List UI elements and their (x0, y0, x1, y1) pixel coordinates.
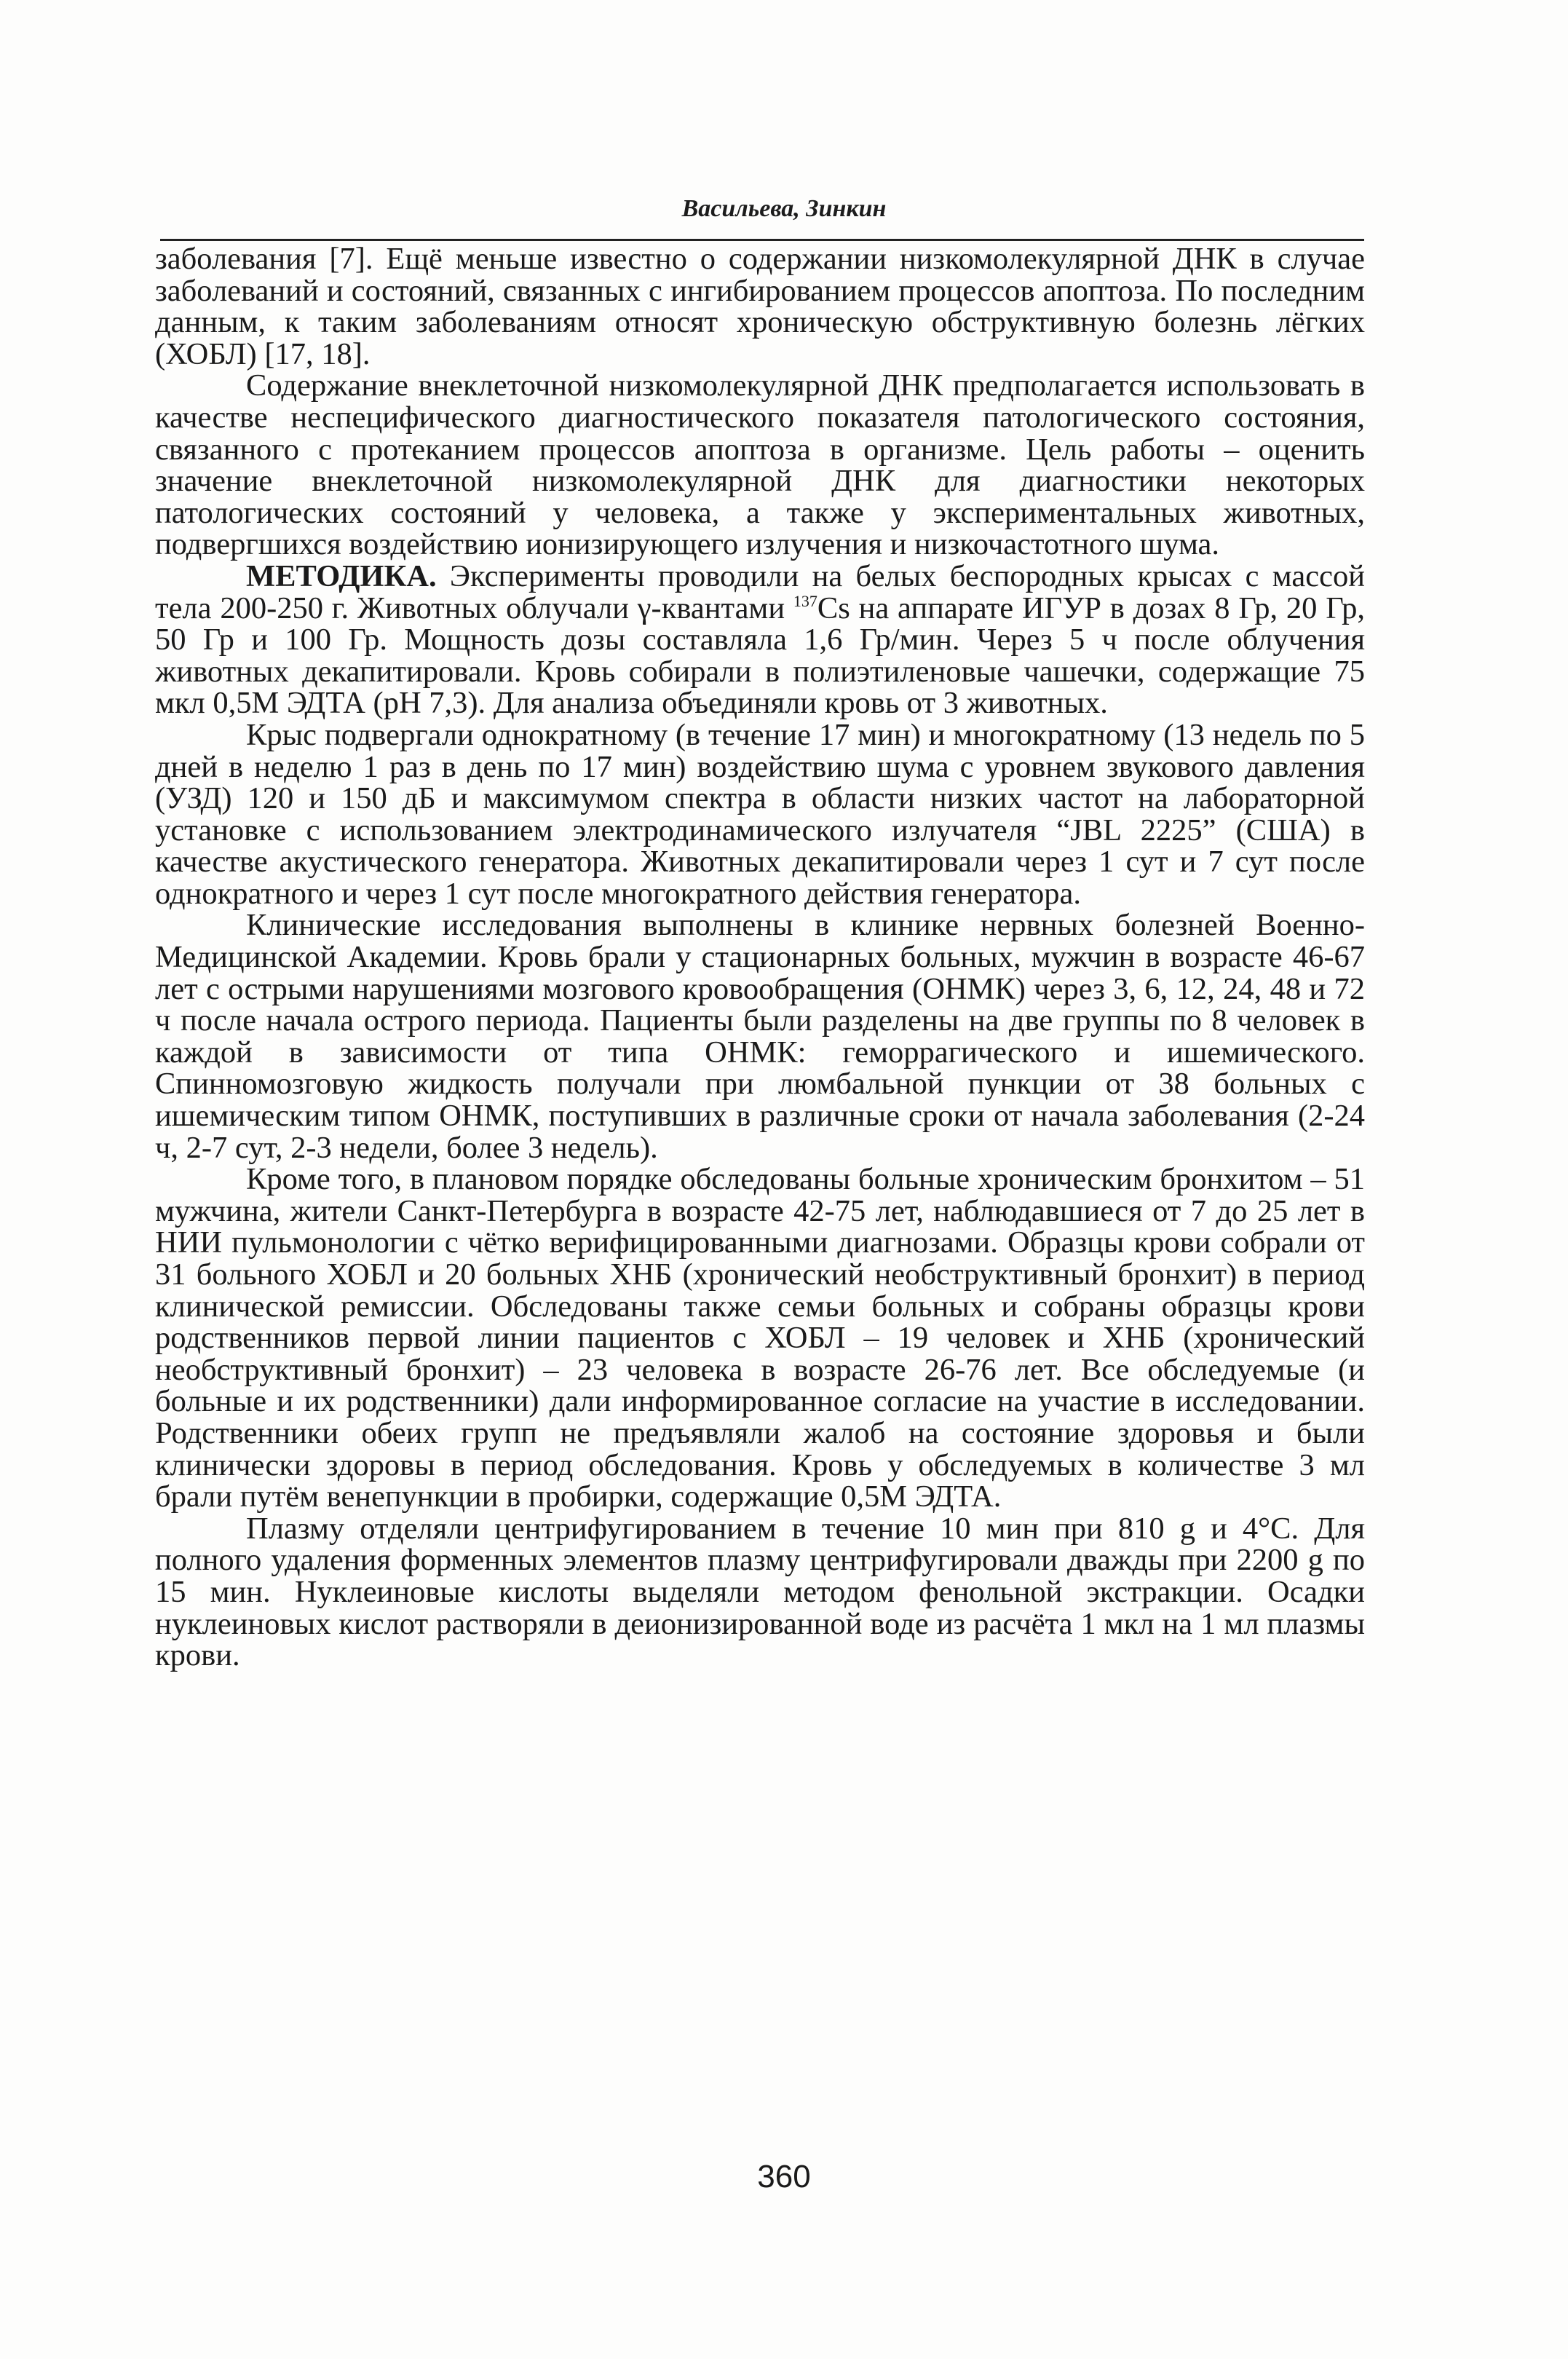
section-label-methods: МЕТОДИКА. (246, 558, 437, 593)
body-text (155, 243, 1365, 1672)
running-head: Васильева, Зинкин (681, 195, 887, 222)
paragraph-bronchitis-patients: Кроме того, в плановом порядке обследованы больные хроническим бронхитом – 51 мужчина, жители Санкт-Петербурга в возрасте 42-75 лет, наблюдавшиеся от 7 до 25 лет в НИИ пульмонологии с чётко верифицированными диагнозами. Образцы крови собрали от 31 больного ХОБЛ и 20 больных ХНБ (хронический необструктивный бронхит) в период клинической ремиссии. Обследованы также семьи больных и собраны образцы крови родственников первой линии пациентов с ХОБЛ – 19 человек и ХНБ (хронический необструктивный бронхит) – 23 человека в возрасте 26-76 лет. Все обследуемые (и больные и их родственники) дали информированное согласие на участие в исследовании. Родственники обеих групп не предъявляли жалоб на состояние здоровья и были клинически здоровы в период обследования. Кровь у обследуемых в количестве 3 мл брали путём венепункции в пробирки, содержащие 0,5М ЭДТА. (155, 1162, 1365, 1514)
paragraph-intro-continued: заболевания [7]. Ещё меньше известно о содержании низкомолекулярной ДНК в случае заболеваний и состояний, связанных с ингибированием процессов апоптоза. По последним данным, к таким заболеваниям относят хроническую обструктивную болезнь лёгких (ХОБЛ) [17, 18]. (155, 242, 1365, 371)
paragraph-plasma-processing: Плазму отделяли центрифугированием в течение 10 мин при 810 g и 4°С. Для полного удаления форменных элементов плазму центрифугировали дважды при 2200 g по 15 мин. Нуклеиновые кислоты выделяли методом фенольной экстракции. Осадки нуклеиновых кислот растворяли в деионизированной воде из расчёта 1 мкл на 1 мл плазмы крови. (155, 1511, 1365, 1673)
page-number: 360 (757, 2159, 811, 2194)
methods-text-part2: Cs на аппарате ИГУР в дозах 8 Гр, 20 Гр, 50 Гр и 100 Гр. Мощность дозы составляла 1,6 Гр/мин. Через 5 ч после облучения животных декапитировали. Кровь собирали в полиэтиленовые чашечки, содержащие 75 мкл 0,5М ЭДТА (pH 7,3). Для анализа объединяли кровь от 3 животных. (155, 590, 1365, 721)
paragraph-aim: Содержание внеклеточной низкомолекулярной ДНК предполагается использовать в качестве неспецифического диагностического показателя патологического состояния, связанного с протеканием процессов апоптоза в организме. Цель работы – оценить значение внеклеточной низкомолекулярной ДНК для диагностики некоторых патологических состояний у человека, а также у экспериментальных животных, подвергшихся воздействию ионизирующего излучения и низкочастотного шума. (155, 368, 1365, 562)
paragraph-clinical-studies: Клинические исследования выполнены в клинике нервных болезней Военно-Медицинской Академии. Кровь брали у стационарных больных, мужчин в возрасте 46-67 лет с острыми нарушениями мозгового кровообращения (ОНМК) через 3, 6, 12, 24, 48 и 72 ч после начала острого периода. Пациенты были разделены на две группы по 8 человек в каждой в зависимости от типа ОНМК: геморрагического и ишемического. Спинномозговую жидкость получали при люмбальной пункции от 38 больных с ишемическим типом ОНМК, поступивших в различные сроки от начала заболевания (2-24 ч, 2-7 сут, 2-3 недели, более 3 недель). (155, 908, 1365, 1165)
paragraph-noise-exposure: Крыс подвергали однократному (в течение 17 мин) и многократному (13 недель по 5 дней в неделю 1 раз в день по 17 мин) воздействию шума с уровнем звукового давления (УЗД) 120 и 150 дБ и максимумом спектра в области низких частот на лабораторной установке с использованием электродинамического излучателя “JBL 2225” (США) в качестве акустического генератора. Животных декапитировали через 1 сут и 7 сут после однократного и через 1 сут после многократного действия генератора. (155, 717, 1365, 911)
methods-text-part1: Эксперименты проводили на белых беспородных крысах с массой тела 200-250 г. Животных облучали γ-квантами (155, 558, 1365, 625)
header-rule (160, 239, 1364, 241)
isotope-superscript: 137 (793, 591, 817, 610)
paragraph-methods (155, 558, 1365, 721)
